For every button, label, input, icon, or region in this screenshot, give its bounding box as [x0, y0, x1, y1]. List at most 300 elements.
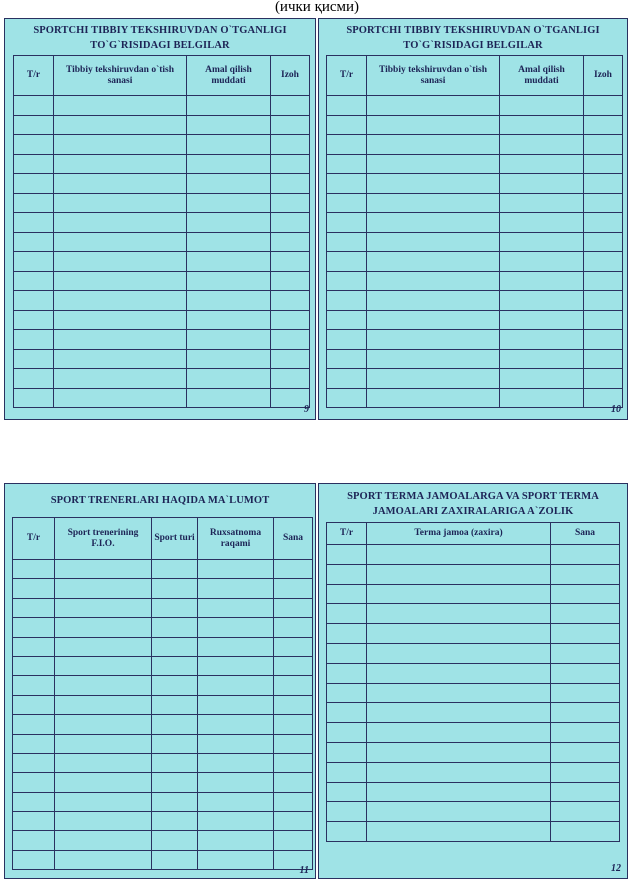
table-cell: [367, 96, 500, 116]
table-cell: [274, 579, 313, 598]
table-cell: [271, 193, 310, 213]
table-cell: [274, 734, 313, 753]
table-row: [14, 96, 310, 116]
table-row: [14, 369, 310, 389]
header-date: Sana: [551, 523, 620, 545]
table-row: [327, 782, 620, 802]
table-row: [13, 715, 313, 734]
table-cell: [198, 734, 274, 753]
table-row: [327, 703, 620, 723]
table-cell: [327, 663, 367, 683]
medical-checks-table-p9: [13, 55, 310, 408]
table-cell: [584, 330, 623, 350]
table-cell: [14, 213, 54, 233]
table-cell: [584, 232, 623, 252]
table-cell: [13, 637, 55, 656]
table-row: [13, 676, 313, 695]
page-number-11: 11: [299, 865, 309, 876]
table-cell: [14, 388, 54, 408]
header-date: Sana: [274, 518, 313, 560]
table-cell: [327, 291, 367, 311]
table-cell: [14, 135, 54, 155]
table-cell: [152, 831, 198, 850]
table-cell: [500, 154, 584, 174]
table-cell: [198, 598, 274, 617]
table-cell: [187, 135, 271, 155]
table-row: [327, 330, 623, 350]
table-cell: [274, 792, 313, 811]
table-header-row: [327, 523, 620, 545]
table-cell: [274, 753, 313, 772]
table-cell: [198, 560, 274, 579]
table-cell: [198, 618, 274, 637]
page-11: [4, 483, 316, 879]
table-cell: [367, 174, 500, 194]
table-cell: [271, 369, 310, 389]
table-body: [327, 96, 623, 408]
table-cell: [584, 369, 623, 389]
table-row: [13, 637, 313, 656]
header-permit-number: Ruxsatnoma raqami: [198, 518, 274, 560]
table-cell: [13, 773, 55, 792]
table-cell: [54, 232, 187, 252]
table-cell: [327, 604, 367, 624]
table-cell: [367, 310, 500, 330]
table-cell: [500, 310, 584, 330]
table-cell: [271, 174, 310, 194]
table-cell: [327, 96, 367, 116]
table-row: [327, 723, 620, 743]
table-cell: [584, 135, 623, 155]
page-9-title-line1: SPORTCHI TIBBIY TEKSHIRUVDAN O`TGANLIGI: [33, 25, 287, 36]
table-row: [327, 762, 620, 782]
table-body: [13, 560, 313, 870]
table-cell: [198, 850, 274, 869]
table-cell: [13, 560, 55, 579]
table-cell: [54, 271, 187, 291]
table-cell: [152, 695, 198, 714]
header-validity: Amal qilish muddati: [500, 56, 584, 96]
table-cell: [55, 753, 152, 772]
table-cell: [584, 252, 623, 272]
table-cell: [500, 232, 584, 252]
page-11-title-line1: SPORT TRENERLARI HAQIDA MA`LUMOT: [50, 495, 270, 506]
table-cell: [551, 663, 620, 683]
table-cell: [584, 213, 623, 233]
table-cell: [271, 291, 310, 311]
table-cell: [187, 349, 271, 369]
table-row: [327, 310, 623, 330]
table-cell: [367, 545, 551, 565]
table-cell: [54, 135, 187, 155]
table-cell: [367, 232, 500, 252]
table-cell: [327, 154, 367, 174]
table-cell: [327, 330, 367, 350]
table-cell: [13, 753, 55, 772]
table-cell: [13, 812, 55, 831]
header-number: T/r: [14, 56, 54, 96]
page-number-10: 10: [611, 404, 621, 415]
table-row: [13, 656, 313, 675]
table-cell: [367, 564, 551, 584]
table-cell: [152, 598, 198, 617]
table-row: [14, 388, 310, 408]
page-10-title-line1: SPORTCHI TIBBIY TEKSHIRUVDAN O`TGANLIGI: [346, 25, 600, 36]
page-12-title-line2: JAMOALARI ZAXIRALARIGA A`ZOLIK: [372, 506, 574, 517]
table-cell: [55, 812, 152, 831]
table-cell: [187, 213, 271, 233]
table-cell: [584, 193, 623, 213]
table-cell: [198, 812, 274, 831]
table-row: [13, 773, 313, 792]
table-cell: [187, 174, 271, 194]
table-cell: [54, 193, 187, 213]
table-cell: [327, 564, 367, 584]
table-row: [327, 802, 620, 822]
table-cell: [367, 683, 551, 703]
table-cell: [551, 604, 620, 624]
table-cell: [274, 831, 313, 850]
table-cell: [327, 683, 367, 703]
table-cell: [274, 812, 313, 831]
page-9-title-line2: TO`G`RISIDAGI BELGILAR: [90, 40, 230, 51]
table-row: [13, 560, 313, 579]
table-row: [14, 271, 310, 291]
header-note: Izoh: [584, 56, 623, 96]
table-cell: [187, 193, 271, 213]
table-row: [14, 252, 310, 272]
page-12: [318, 483, 628, 879]
table-cell: [14, 96, 54, 116]
table-cell: [367, 624, 551, 644]
table-cell: [367, 723, 551, 743]
table-cell: [187, 96, 271, 116]
header-team: Terma jamoa (zaxira): [367, 523, 551, 545]
table-cell: [327, 643, 367, 663]
table-cell: [327, 822, 367, 842]
table-cell: [198, 715, 274, 734]
table-cell: [500, 115, 584, 135]
table-row: [14, 213, 310, 233]
header-check-date: Tibbiy tekshiruvdan o`tish sanasi: [54, 56, 187, 96]
table-cell: [54, 291, 187, 311]
table-row: [327, 564, 620, 584]
table-cell: [327, 762, 367, 782]
table-cell: [198, 792, 274, 811]
table-cell: [187, 154, 271, 174]
table-cell: [271, 310, 310, 330]
table-cell: [551, 624, 620, 644]
table-cell: [327, 115, 367, 135]
table-cell: [584, 271, 623, 291]
table-row: [14, 232, 310, 252]
table-cell: [327, 703, 367, 723]
table-cell: [274, 695, 313, 714]
header-check-date: Tibbiy tekshiruvdan o`tish sanasi: [367, 56, 500, 96]
table-cell: [152, 812, 198, 831]
table-cell: [198, 579, 274, 598]
table-cell: [584, 96, 623, 116]
table-cell: [271, 96, 310, 116]
table-cell: [13, 734, 55, 753]
table-cell: [187, 330, 271, 350]
table-row: [14, 291, 310, 311]
table-cell: [14, 174, 54, 194]
table-cell: [327, 174, 367, 194]
table-row: [327, 584, 620, 604]
table-cell: [327, 782, 367, 802]
table-cell: [367, 782, 551, 802]
table-cell: [152, 850, 198, 869]
table-cell: [271, 135, 310, 155]
table-cell: [54, 174, 187, 194]
table-cell: [152, 676, 198, 695]
table-cell: [55, 831, 152, 850]
table-cell: [14, 310, 54, 330]
table-cell: [367, 193, 500, 213]
table-row: [13, 618, 313, 637]
table-row: [327, 135, 623, 155]
table-cell: [55, 850, 152, 869]
table-cell: [584, 310, 623, 330]
table-cell: [187, 252, 271, 272]
table-cell: [500, 135, 584, 155]
table-cell: [13, 715, 55, 734]
table-row: [13, 792, 313, 811]
table-cell: [13, 598, 55, 617]
table-row: [13, 579, 313, 598]
table-row: [13, 598, 313, 617]
table-cell: [152, 773, 198, 792]
table-cell: [152, 734, 198, 753]
table-row: [14, 349, 310, 369]
table-cell: [14, 349, 54, 369]
table-cell: [198, 695, 274, 714]
table-row: [327, 96, 623, 116]
table-cell: [187, 115, 271, 135]
table-row: [327, 252, 623, 272]
table-row: [14, 115, 310, 135]
header-number: T/r: [327, 56, 367, 96]
table-cell: [14, 291, 54, 311]
table-cell: [551, 643, 620, 663]
table-cell: [271, 349, 310, 369]
table-cell: [551, 822, 620, 842]
table-cell: [54, 213, 187, 233]
table-row: [327, 154, 623, 174]
table-cell: [54, 388, 187, 408]
table-cell: [55, 618, 152, 637]
table-cell: [187, 388, 271, 408]
table-cell: [54, 154, 187, 174]
table-cell: [55, 637, 152, 656]
table-cell: [327, 271, 367, 291]
table-cell: [271, 115, 310, 135]
table-cell: [274, 637, 313, 656]
table-row: [14, 154, 310, 174]
table-row: [327, 271, 623, 291]
table-cell: [13, 792, 55, 811]
table-cell: [584, 291, 623, 311]
table-cell: [54, 330, 187, 350]
table-cell: [500, 174, 584, 194]
table-cell: [14, 369, 54, 389]
table-cell: [152, 715, 198, 734]
table-cell: [367, 252, 500, 272]
table-cell: [500, 291, 584, 311]
table-cell: [55, 773, 152, 792]
table-cell: [198, 773, 274, 792]
table-row: [13, 831, 313, 850]
table-cell: [274, 598, 313, 617]
table-cell: [367, 135, 500, 155]
table-cell: [14, 154, 54, 174]
table-cell: [551, 742, 620, 762]
table-cell: [367, 115, 500, 135]
table-cell: [55, 676, 152, 695]
table-row: [13, 753, 313, 772]
table-cell: [274, 773, 313, 792]
table-cell: [500, 271, 584, 291]
table-cell: [54, 252, 187, 272]
table-cell: [500, 369, 584, 389]
table-cell: [367, 663, 551, 683]
page-12-title-line1: SPORT TERMA JAMOALARGA VA SPORT TERMA: [347, 491, 599, 502]
table-cell: [54, 115, 187, 135]
table-row: [327, 742, 620, 762]
table-cell: [327, 584, 367, 604]
header-validity: Amal qilish muddati: [187, 56, 271, 96]
table-cell: [327, 310, 367, 330]
table-cell: [13, 850, 55, 869]
table-cell: [500, 330, 584, 350]
page-number-12: 12: [611, 863, 621, 874]
table-cell: [271, 154, 310, 174]
table-cell: [551, 723, 620, 743]
table-row: [14, 330, 310, 350]
table-cell: [367, 330, 500, 350]
page-9: [4, 18, 316, 420]
table-cell: [367, 369, 500, 389]
table-cell: [55, 715, 152, 734]
table-cell: [500, 193, 584, 213]
page-10-title-line2: TO`G`RISIDAGI BELGILAR: [403, 40, 543, 51]
table-cell: [152, 656, 198, 675]
table-cell: [367, 802, 551, 822]
table-header-row: [13, 518, 313, 560]
table-cell: [152, 637, 198, 656]
table-cell: [327, 723, 367, 743]
table-cell: [271, 232, 310, 252]
table-cell: [327, 232, 367, 252]
table-cell: [13, 676, 55, 695]
table-cell: [327, 252, 367, 272]
table-cell: [152, 753, 198, 772]
table-cell: [55, 695, 152, 714]
table-cell: [327, 135, 367, 155]
table-cell: [198, 637, 274, 656]
table-cell: [367, 762, 551, 782]
table-row: [327, 369, 623, 389]
table-row: [14, 310, 310, 330]
table-cell: [14, 232, 54, 252]
medical-checks-table-p10: [326, 55, 623, 408]
table-cell: [13, 656, 55, 675]
table-cell: [14, 271, 54, 291]
table-cell: [367, 703, 551, 723]
table-cell: [500, 252, 584, 272]
table-row: [327, 349, 623, 369]
table-row: [13, 734, 313, 753]
table-cell: [198, 676, 274, 695]
table-cell: [367, 271, 500, 291]
table-cell: [187, 271, 271, 291]
table-cell: [584, 349, 623, 369]
table-cell: [327, 624, 367, 644]
table-header-row: [327, 56, 623, 96]
table-row: [327, 624, 620, 644]
table-cell: [274, 560, 313, 579]
header-note: Izoh: [271, 56, 310, 96]
table-row: [327, 663, 620, 683]
header-sport-type: Sport turi: [152, 518, 198, 560]
table-row: [327, 213, 623, 233]
table-cell: [367, 822, 551, 842]
table-cell: [327, 369, 367, 389]
table-row: [327, 545, 620, 565]
coaches-table: [12, 517, 313, 870]
table-cell: [327, 802, 367, 822]
table-cell: [14, 330, 54, 350]
table-cell: [551, 584, 620, 604]
table-row: [327, 291, 623, 311]
table-cell: [55, 656, 152, 675]
table-cell: [55, 560, 152, 579]
table-row: [14, 174, 310, 194]
table-cell: [271, 271, 310, 291]
table-row: [327, 193, 623, 213]
table-cell: [327, 545, 367, 565]
table-cell: [271, 252, 310, 272]
header-coach-name: Sport trenerining F.I.O.: [55, 518, 152, 560]
table-cell: [551, 802, 620, 822]
table-cell: [327, 388, 367, 408]
table-cell: [14, 193, 54, 213]
table-row: [327, 604, 620, 624]
table-cell: [584, 115, 623, 135]
table-cell: [367, 291, 500, 311]
table-cell: [551, 703, 620, 723]
table-row: [327, 822, 620, 842]
table-cell: [551, 683, 620, 703]
table-cell: [55, 734, 152, 753]
table-cell: [584, 174, 623, 194]
table-cell: [500, 388, 584, 408]
table-cell: [327, 349, 367, 369]
table-row: [13, 812, 313, 831]
page-10: [318, 18, 628, 420]
table-body: [327, 545, 620, 842]
table-row: [327, 115, 623, 135]
table-cell: [367, 742, 551, 762]
table-cell: [55, 792, 152, 811]
table-cell: [13, 618, 55, 637]
table-cell: [367, 154, 500, 174]
table-cell: [274, 676, 313, 695]
table-cell: [187, 310, 271, 330]
table-cell: [14, 252, 54, 272]
table-row: [13, 695, 313, 714]
